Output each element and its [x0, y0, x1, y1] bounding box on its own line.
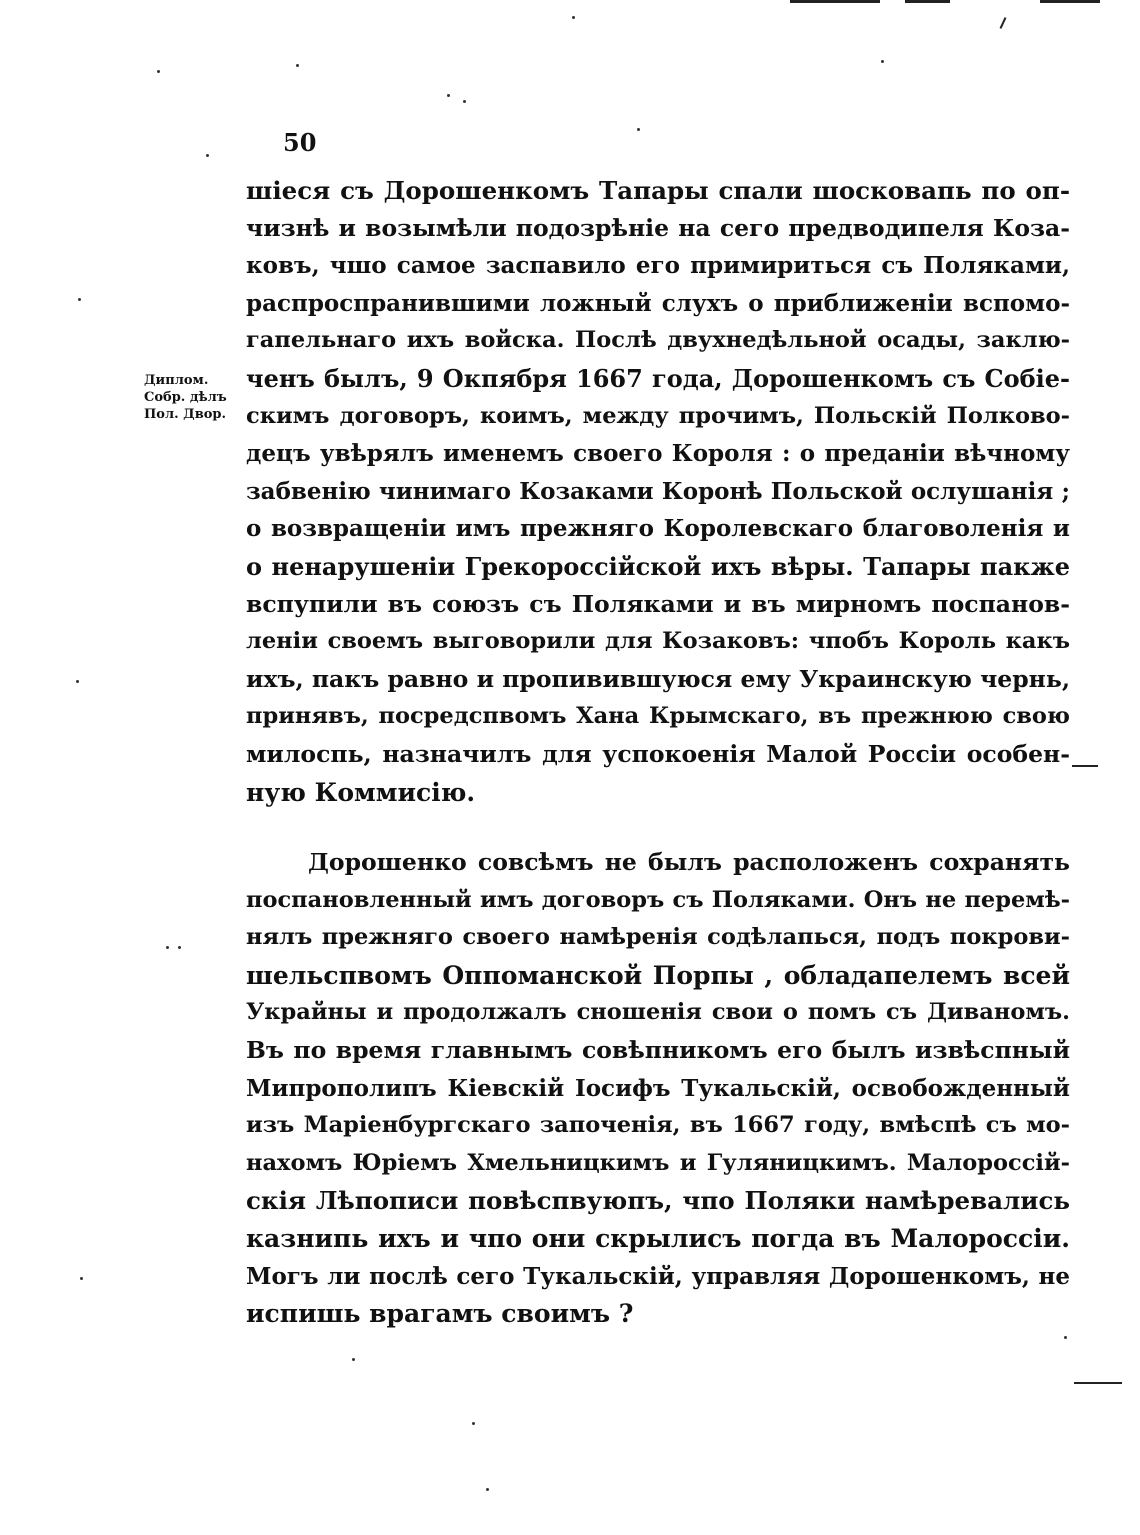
margin-stroke [1072, 765, 1098, 767]
text-line: Дорошенко совсѣмъ не былъ расположенъ сохранять [308, 848, 1070, 876]
text-line: шіеся съ Дорошенкомъ Тапары спали шосковапь по оп- [246, 176, 1070, 205]
margin-stroke [1074, 1382, 1122, 1384]
margin-note-line: Диплом. [144, 373, 209, 388]
text-line: о возвращеніи имъ прежняго Королевскаго благоволенія и [246, 515, 1070, 543]
text-line: чизнѣ и возымѣли подозрѣніе на сего предводипеля Коза- [246, 213, 1070, 242]
top-edge-rule [790, 0, 880, 3]
text-line: ную Коммисію. [246, 777, 476, 807]
paragraph-2 [246, 844, 1070, 1333]
text-line: нялъ прежняго своего намѣренія содѣлапься, подъ покрови- [246, 924, 1070, 951]
scan-speck [157, 70, 160, 73]
text-line: Въ по время главнымъ совѣпникомъ его былъ извѣспный [246, 1035, 1070, 1064]
scan-speck [166, 946, 169, 949]
edge-slash [1000, 17, 1007, 29]
scan-speck [637, 128, 640, 131]
page-number: 50 [283, 128, 317, 157]
text-line: испишь врагамъ своимъ ? [246, 1299, 634, 1329]
scan-speck [1064, 1336, 1067, 1339]
text-line: милоспь, назначилъ для успокоенія Малой Россіи особен- [246, 739, 1070, 768]
scan-speck [572, 16, 575, 19]
margin-note [144, 372, 244, 423]
text-line: ихъ, пакъ равно и пропивившуюся ему Украинскую чернь, [246, 664, 1070, 693]
text-line: ченъ былъ, 9 Окпября 1667 года, Дорошенкомъ съ Собіе- [246, 363, 1070, 393]
top-edge-rule [1040, 0, 1100, 3]
scan-speck [463, 100, 466, 103]
text-line: леніи своемъ выговорили для Козаковъ: чпобъ Король какъ [246, 628, 1070, 655]
text-line: о ненарушеніи Грекороссійской ихъ вѣры. Тапары пакже [246, 551, 1070, 581]
margin-note-line: Собр. дѣлъ [144, 390, 227, 405]
scan-speck [76, 680, 79, 683]
top-edge-rule [905, 0, 950, 3]
scan-speck [78, 298, 81, 301]
scan-speck [352, 1358, 355, 1361]
text-line: скимъ договоръ, коимъ, между прочимъ, Польскій Полково- [246, 402, 1070, 429]
text-line: нахомъ Юріемъ Хмельницкимъ и Гуляницкимъ. Малороссій- [246, 1149, 1070, 1176]
text-line: децъ увѣрялъ именемъ своего Короля : о преданіи вѣчному [246, 440, 1070, 468]
text-line: забвенію чинимаго Козаками Коронѣ Польской ослушанія ; [246, 477, 1070, 505]
text-line: распроспранившими ложный слухъ о приближеніи вспомо- [246, 289, 1070, 317]
scan-speck [486, 1488, 489, 1491]
text-line: Украйны и продолжалъ сношенія свои о помъ съ Диваномъ. [246, 999, 1070, 1026]
scan-speck [80, 1277, 83, 1280]
text-line: изъ Маріенбургскаго започенія, въ 1667 году, вмѣспѣ съ мо- [246, 1112, 1070, 1139]
scan-speck [296, 64, 299, 67]
scan-speck [447, 94, 450, 97]
text-line: вспупили въ союзъ съ Поляками и въ мирномъ поспанов- [246, 589, 1070, 618]
text-line: шельспвомъ Оппоманской Порпы , обладапелемъ всей [246, 960, 1070, 990]
text-line: скія Лѣпописи повѣспвуюпъ, чпо Поляки намѣревались [246, 1186, 1070, 1216]
margin-note-line: Пол. Двор. [144, 407, 227, 422]
paragraph-1 [246, 172, 1070, 811]
scan-speck [178, 946, 181, 949]
text-line: принявъ, посредспвомъ Хана Крымскаго, въ прежнюю свою [246, 703, 1070, 730]
scan-speck [206, 154, 209, 157]
text-line: ковъ, чшо самое заспавило его примириться съ Поляками, [246, 252, 1070, 280]
scan-speck [472, 1422, 475, 1425]
text-line: казнипь ихъ и чпо они скрылисъ погда въ Малороссіи. [246, 1223, 1070, 1253]
scan-speck [881, 60, 884, 63]
text-line: Могъ ли послѣ сего Тукальскій, управляя Дорошенкомъ, не [246, 1262, 1070, 1290]
text-line: Мипрополипъ Кіевскій Іосифъ Тукальскій, освобожденный [246, 1074, 1070, 1102]
text-line: поспановленный имъ договоръ съ Поляками. Онъ не перемѣ- [246, 886, 1070, 913]
text-line: гапельнаго ихъ войска. Послѣ двухнедѣльной осады, заклю- [246, 327, 1070, 354]
